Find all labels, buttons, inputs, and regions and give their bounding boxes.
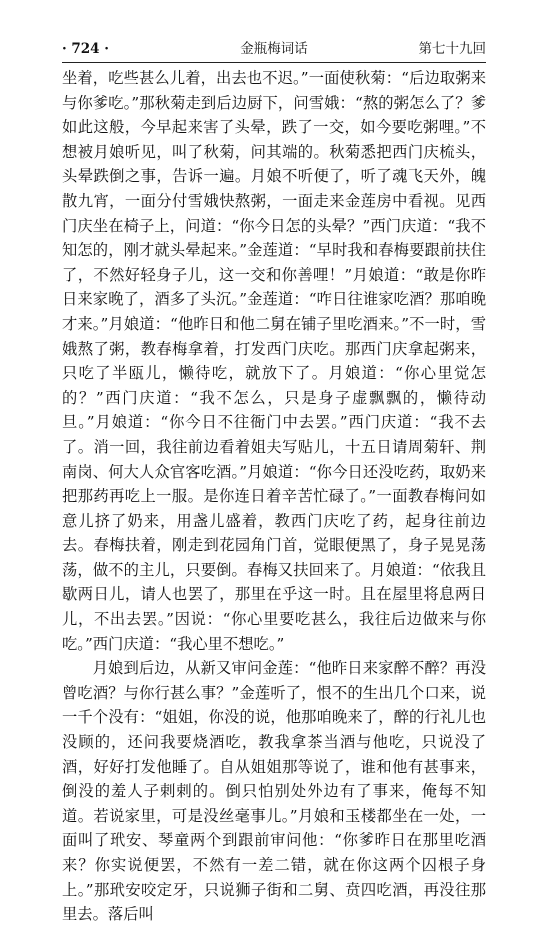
text-body xyxy=(62,66,486,927)
header-rule xyxy=(62,62,486,63)
paragraph-2: 月娘到后边，从新又审问金莲：“他昨日来家醉不醉？再没曾吃酒？与你行甚么事？”金莲听了，恨不的生出几个口来，说一千个没有：“姐姐，你没的说，他那咱晚来了，醉的行礼儿也没顾的，还问我要烧酒吃，教我拿茶当酒与他吃，只说没了酒，好好打发他睡了。自从姐姐那等说了，谁和他有甚事来，倒没的羞人子剌剌的。倒只怕别处外边有了事来，俺每不知道。若说家里，可是没丝毫事儿。”月娘和玉楼都坐在一处，一面叫了玳安、琴童两个到跟前审问他：“你爹昨日在那里吃酒来？你实说便罢，不然有一差二错，就在你这两个囚根子身上。”那玳安咬定牙，只说狮子街和二舅、贲四吃酒，再没往那里去。落后叫 xyxy=(62,659,486,924)
chapter-title: 第七十九回 xyxy=(418,41,486,57)
page-header xyxy=(62,38,486,60)
page-number: · 724 · xyxy=(62,41,109,57)
paragraph-1: 坐着，吃些甚么儿着，出去也不迟。”一面使秋菊：“后边取粥来与你爹吃。”那秋菊走到后边厨下，问雪娥：“熬的粥怎么了？爹如此这般，今早起来害了头晕，跌了一交，如今要吃粥哩。”不想被月娘听见，叫了秋菊，问其端的。秋菊悉把西门庆梳头，头晕跌倒之事，告诉一遍。月娘不听便了，听了魂飞天外，魄散九宵，一面分付雪娥快熬粥，一面走来金莲房中看视。见西门庆坐在椅子上，问道：“你今日怎的头晕？”西门庆道：“我不知怎的，刚才就头晕起来。”金莲道：“早时我和春梅要跟前扶住了，不然好轻身子儿，这一交和你善哩！”月娘道：“敢是你昨日来家晚了，酒多了头沉。”金莲道：“咋日往谁家吃酒？那咱晚才来。”月娘道：“他昨日和他二舅在铺子里吃酒来。”不一时，雪娥熬了粥，教春梅拿着，打发西门庆吃。那西门庆拿起粥来，只吃了半瓯儿，懒待吃，就放下了。月娘道：“你心里觉怎的？”西门庆道：“我不怎么，只是身子虚飘飘的，懒待动旦。”月娘道：“你今日不往衙门中去罢。”西门庆道：“我不去了。消一回，我往前边看着姐夫写贴儿，十五日请周菊轩、荆南岗、何大人众官客吃酒。”月娘道：“你今日还没吃药，取奶来把那药再吃上一服。是你连日着辛苦忙碌了。”一面教春梅问如意儿挤了奶来，用盏儿盛着，教西门庆吃了药，起身往前边去。春梅扶着，刚走到花园角门首，觉眼便黑了，身子晃晃荡荡，做不的主儿，只要倒。春梅又扶回来了。月娘道：“依我且歇两日儿，请人也罢了，那里在乎这一时。且在屋里将息两日儿，不出去罢。”因说：“你心里要吃甚么，我往后边做来与你吃。”西门庆道：“我心里不想吃。” xyxy=(62,69,486,653)
running-title: 金瓶梅词话 xyxy=(240,41,308,57)
